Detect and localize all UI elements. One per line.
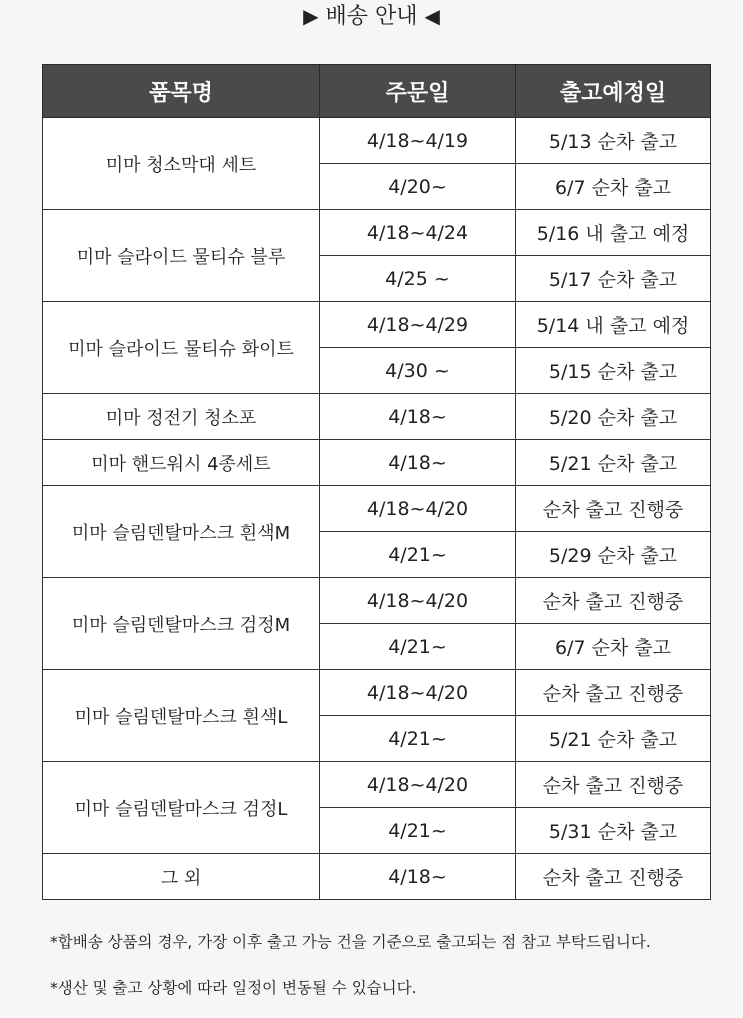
triangle-left-icon: ◀ [424,4,440,28]
order-date-cell: 4/18~4/20 [320,762,516,808]
order-date-cell: 4/18~4/24 [320,210,516,256]
product-name-cell: 그 외 [43,854,320,900]
ship-date-cell: 순차 출고 진행중 [516,762,711,808]
product-name-cell: 미마 청소막대 세트 [43,118,320,210]
order-date-cell: 4/25 ~ [320,256,516,302]
page-title [0,0,743,34]
order-date-cell: 4/18~ [320,854,516,900]
table-row [43,394,711,440]
order-date-cell: 4/21~ [320,532,516,578]
ship-date-cell: 6/7 순차 출고 [516,624,711,670]
header-ship-date: 출고예정일 [516,65,711,118]
product-name-cell: 미마 슬라이드 물티슈 블루 [43,210,320,302]
ship-date-cell: 5/17 순차 출고 [516,256,711,302]
shipping-table [42,64,711,900]
table-row [43,578,711,624]
ship-date-cell: 순차 출고 진행중 [516,670,711,716]
table-row [43,440,711,486]
order-date-cell: 4/30 ~ [320,348,516,394]
product-name-cell: 미마 정전기 청소포 [43,394,320,440]
note-combined-shipping: *합배송 상품의 경우, 가장 이후 출고 가능 건을 기준으로 출고되는 점 참고 부탁드립니다. [50,933,651,951]
table-row [43,670,711,716]
order-date-cell: 4/21~ [320,716,516,762]
order-date-cell: 4/18~4/20 [320,578,516,624]
product-name-cell: 미마 슬림덴탈마스크 흰색L [43,670,320,762]
table-row [43,486,711,532]
ship-date-cell: 5/15 순차 출고 [516,348,711,394]
ship-date-cell: 6/7 순차 출고 [516,164,711,210]
ship-date-cell: 5/31 순차 출고 [516,808,711,854]
table-row [43,210,711,256]
ship-date-cell: 5/14 내 출고 예정 [516,302,711,348]
order-date-cell: 4/18~ [320,440,516,486]
ship-date-cell: 순차 출고 진행중 [516,486,711,532]
table-header-row [43,65,711,118]
header-order-date: 주문일 [320,65,516,118]
product-name-cell: 미마 핸드워시 4종세트 [43,440,320,486]
ship-date-cell: 5/13 순차 출고 [516,118,711,164]
header-product: 품목명 [43,65,320,118]
page-title-text: 배송 안내 [325,4,418,29]
table-row [43,854,711,900]
order-date-cell: 4/18~4/29 [320,302,516,348]
table-row [43,302,711,348]
ship-date-cell: 순차 출고 진행중 [516,854,711,900]
note-schedule-change: *생산 및 출고 상황에 따라 일정이 변동될 수 있습니다. [50,979,417,997]
ship-date-cell: 5/16 내 출고 예정 [516,210,711,256]
ship-date-cell: 순차 출고 진행중 [516,578,711,624]
order-date-cell: 4/18~4/20 [320,486,516,532]
order-date-cell: 4/18~4/20 [320,670,516,716]
product-name-cell: 미마 슬라이드 물티슈 화이트 [43,302,320,394]
order-date-cell: 4/20~ [320,164,516,210]
product-name-cell: 미마 슬림덴탈마스크 검정L [43,762,320,854]
table-row [43,762,711,808]
ship-date-cell: 5/29 순차 출고 [516,532,711,578]
ship-date-cell: 5/21 순차 출고 [516,716,711,762]
table-row [43,118,711,164]
order-date-cell: 4/18~4/19 [320,118,516,164]
order-date-cell: 4/18~ [320,394,516,440]
ship-date-cell: 5/21 순차 출고 [516,440,711,486]
order-date-cell: 4/21~ [320,624,516,670]
product-name-cell: 미마 슬림덴탈마스크 흰색M [43,486,320,578]
ship-date-cell: 5/20 순차 출고 [516,394,711,440]
table-body [43,118,711,900]
order-date-cell: 4/21~ [320,808,516,854]
product-name-cell: 미마 슬림덴탈마스크 검정M [43,578,320,670]
triangle-right-icon: ▶ [303,4,319,28]
